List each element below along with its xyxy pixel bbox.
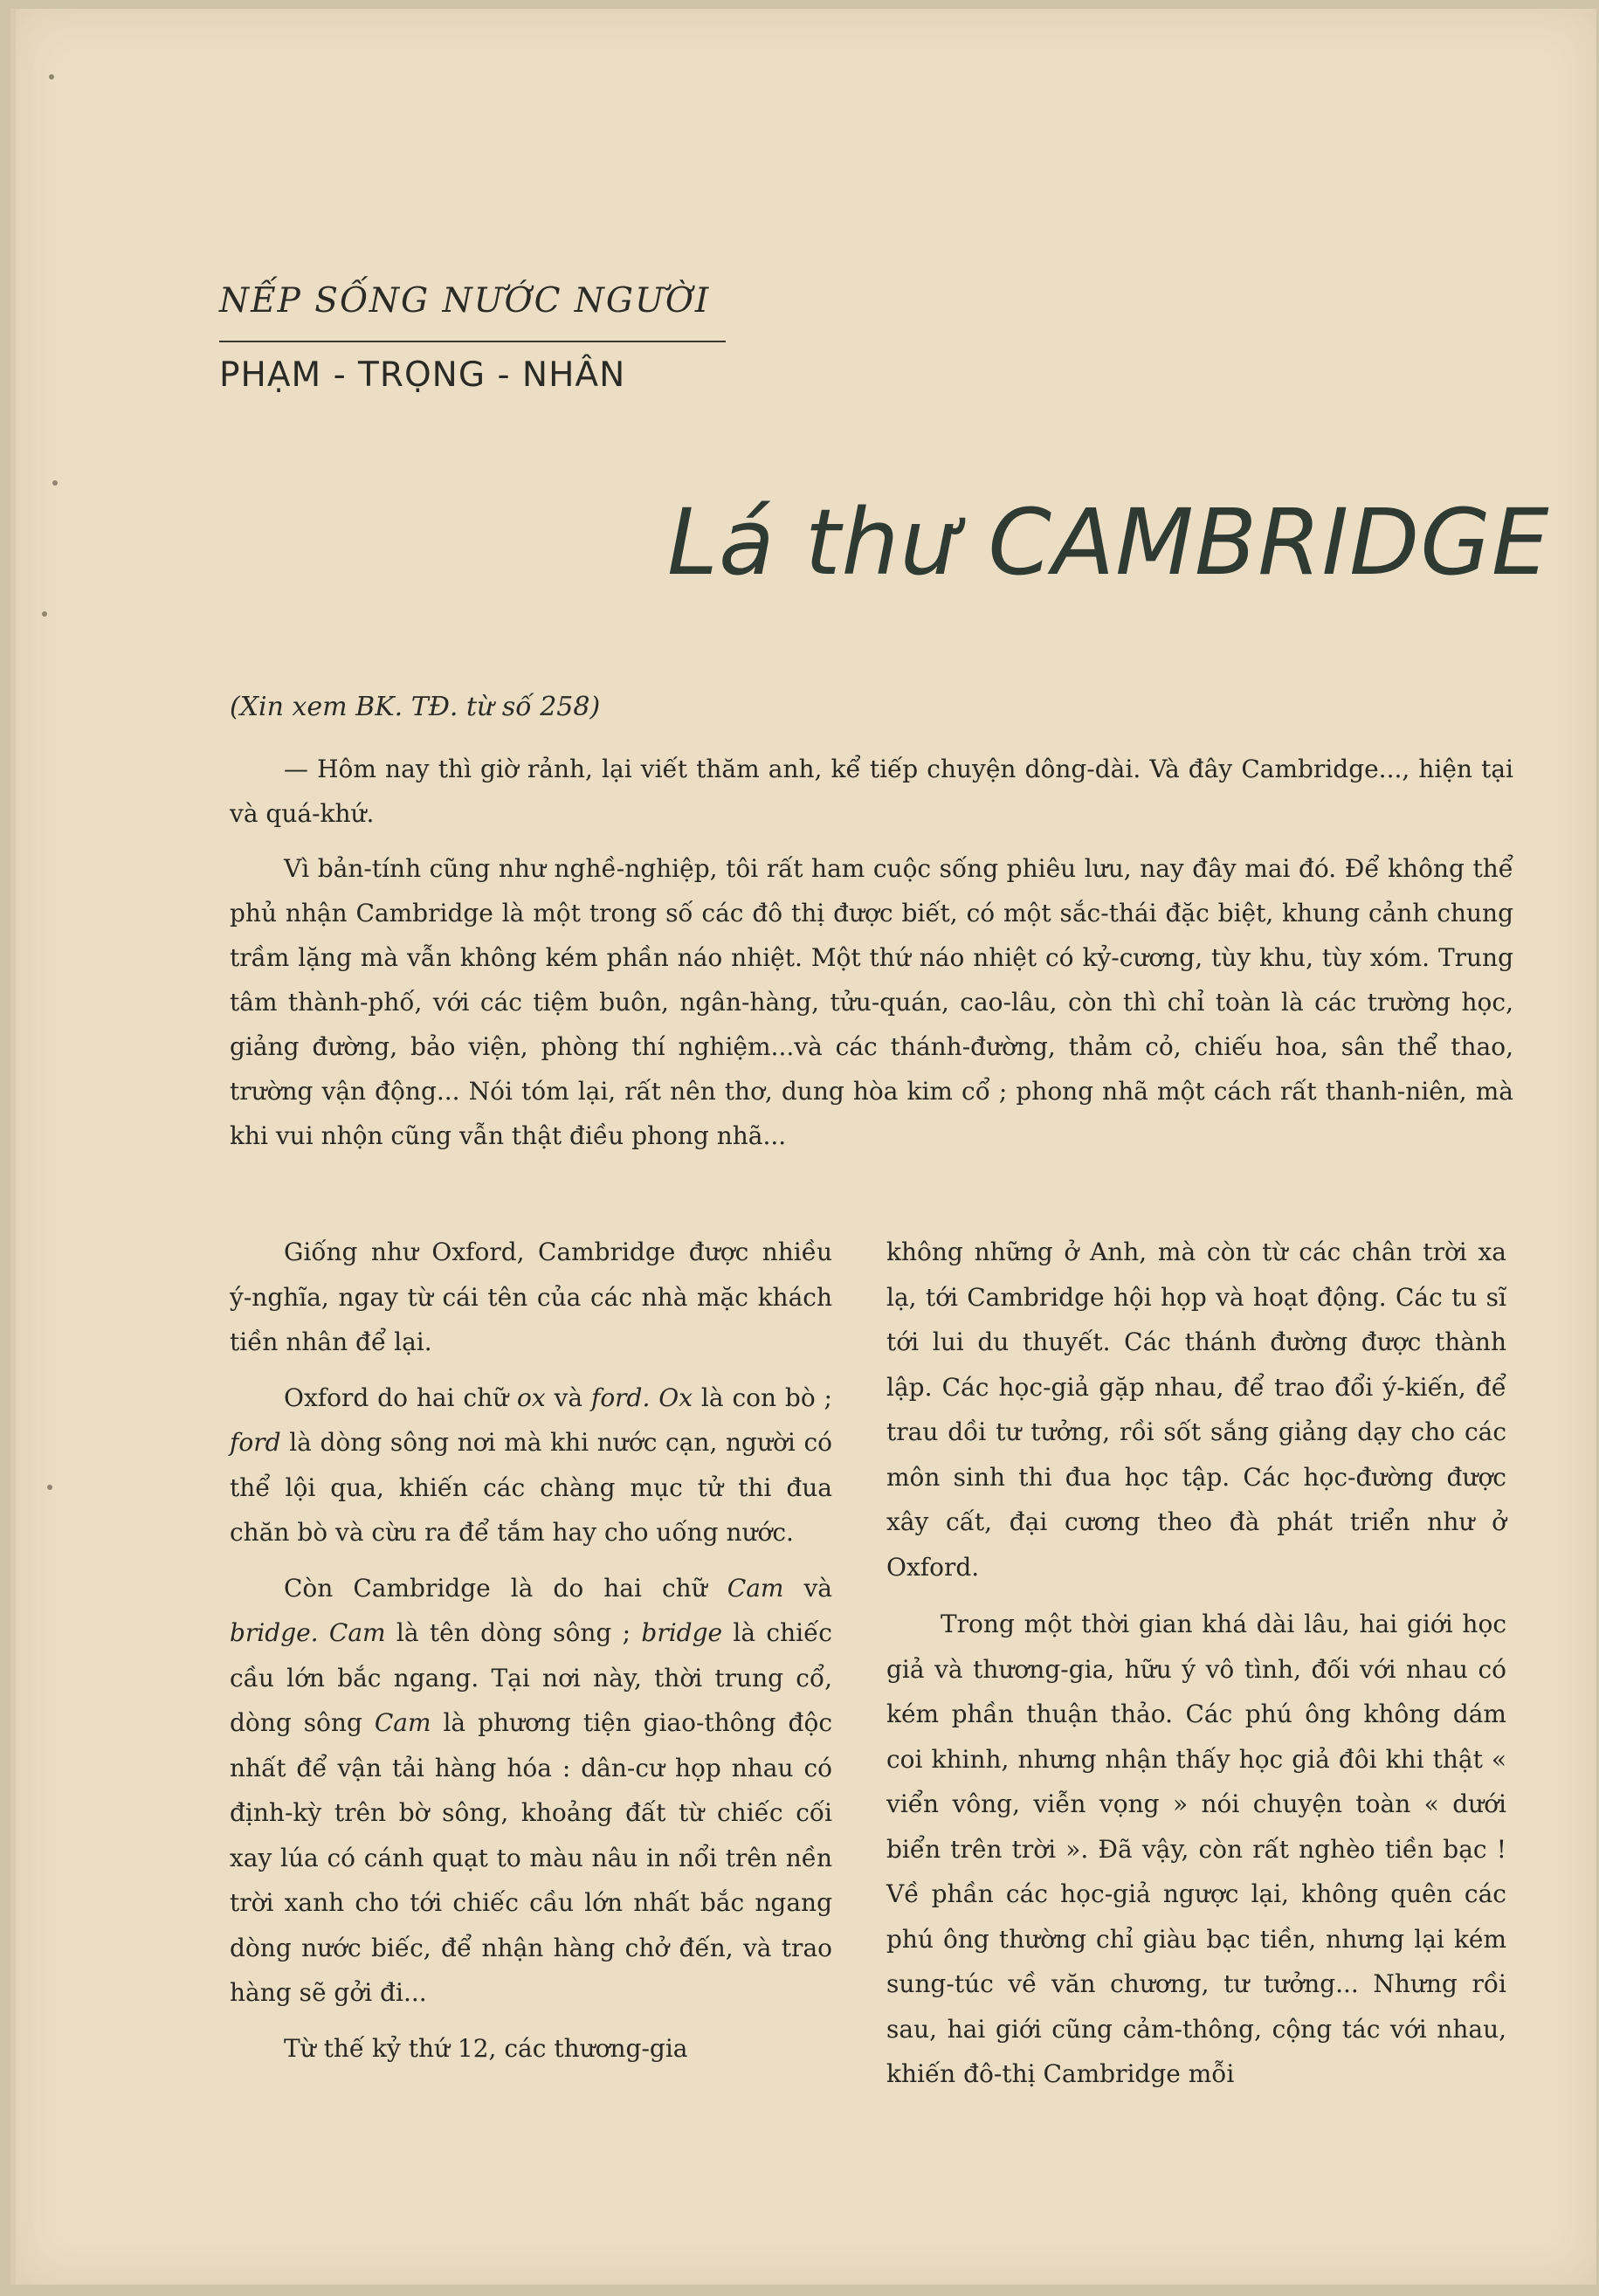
text-run: Oxford do hai chữ <box>284 1382 518 1412</box>
author-byline: PHẠM - TRỌNG - NHÂN <box>219 355 626 395</box>
intro-paragraph: — Hôm nay thì giờ rảnh, lại viết thăm anh, kể tiếp chuyện dông-dài. Và đây Cambridge..., hiện tại và quá-khứ. <box>230 755 1513 828</box>
italic-term: ox <box>517 1382 546 1412</box>
section-kicker: NẾP SỐNG NƯỚC NGƯỜI <box>219 281 711 321</box>
text-run: và <box>783 1573 832 1603</box>
italic-term: Ox <box>658 1382 693 1412</box>
paper-speck <box>52 480 58 486</box>
paragraph: Từ thế kỷ thứ 12, các thương-gia <box>284 2033 688 2063</box>
text-run: là tên dòng sông ; <box>385 1618 642 1647</box>
paragraph: Giống như Oxford, Cambridge được nhiều ý-nghĩa, ngay từ cái tên của các nhà mặc khách tiền nhân để lại. <box>230 1238 832 1356</box>
italic-term: ford. <box>590 1382 651 1412</box>
right-column <box>886 1230 1506 2109</box>
intro-text <box>230 747 1513 1169</box>
italic-term: Cam <box>374 1708 431 1737</box>
paragraph-continued: không những ở Anh, mà còn từ các chân trời xa lạ, tới Cambridge hội họp và hoạt động. Các tu sĩ tới lui du thuyết. Các thánh đường được thành lập. Các học-giả gặp nhau, để trao đổi ý-kiến, để trau dồi tư tưởng, rồi sốt sắng giảng dạy cho các môn sinh thi đua học tập. Các học-đường được xây cất, đại cương theo đà phát triển như ở Oxford. <box>886 1238 1506 1582</box>
italic-term: Cam <box>727 1573 784 1603</box>
left-column <box>230 1230 832 2081</box>
paper-speck <box>49 74 54 79</box>
paragraph <box>230 1566 832 2016</box>
text-run: là con bò ; <box>693 1382 832 1412</box>
page <box>10 9 1596 2285</box>
text-run: là phương tiện giao-thông độc nhất để vận tải hàng hóa : dân-cư họp nhau có định-kỳ trên bờ sông, khoảng đất từ chiếc cối xay lúa có cánh quạt to màu nâu in nổi trên nền trời xanh cho tới chiếc cầu lớn nhất bắc ngang dòng nước biếc, để nhận hàng chở đến, và trao hàng sẽ gởi đi... <box>230 1708 833 2007</box>
text-run: là dòng sông nơi mà khi nước cạn, người có thể lội qua, khiến các chàng mục tử thi đua chăn bò và cừu ra để tắm hay cho uống nước. <box>230 1428 832 1547</box>
series-note: (Xin xem BK. TĐ. từ số 258) <box>230 692 601 722</box>
italic-term: Cam <box>328 1618 386 1647</box>
article-title: Lá thư CAMBRIDGE <box>667 489 1550 596</box>
kicker-divider <box>219 341 726 342</box>
paper-speck <box>47 1485 52 1490</box>
italic-term: bridge <box>641 1618 723 1647</box>
italic-term: bridge. <box>230 1618 319 1647</box>
paper-speck <box>42 611 47 617</box>
text-run <box>319 1618 329 1647</box>
paragraph: Trong một thời gian khá dài lâu, hai giới học giả và thương-gia, hữu ý vô tình, đối với nhau có kém phần thuận thảo. Các phú ông không dám coi khinh, nhưng nhận thấy học giả đôi khi thật « viển vông, viễn vọng » nói chuyện toàn « dưới biển trên trời ». Đã vậy, còn rất nghèo tiền bạc ! Về phần các học-giả ngược lại, không quên các phú ông thường chỉ giàu bạc tiền, nhưng lại kém sung-túc về văn chương, tư tưởng... Nhưng rồi sau, hai giới cũng cảm-thông, cộng tác với nhau, khiến đô-thị Cambridge mỗi <box>886 1610 1506 2088</box>
text-run: là chiếc cầu lớn bắc ngang. Tại nơi này, thời trung cổ, dòng sông <box>230 1618 832 1737</box>
paragraph <box>230 1376 832 1555</box>
italic-term: ford <box>230 1428 281 1457</box>
text-run: Còn Cambridge là do hai chữ <box>284 1573 727 1603</box>
text-run <box>650 1383 658 1412</box>
intro-paragraph: Vì bản-tính cũng như nghề-nghiệp, tôi rất ham cuộc sống phiêu lưu, nay đây mai đó. Để không thể phủ nhận Cambridge là một trong số các đô thị được biết, có một sắc-thái đặc biệt, khung cảnh chung trầm lặng mà vẫn không kém phần náo nhiệt. Một thứ náo nhiệt có kỷ-cương, tùy khu, tùy xóm. Trung tâm thành-phố, với các tiệm buôn, ngân-hàng, tửu-quán, cao-lâu, còn thì chỉ toàn là các trường học, giảng đường, bảo viện, phòng thí nghiệm...và các thánh-đường, thảm cỏ, chiếu hoa, sân thể thao, trường vận động... Nói tóm lại, rất nên thơ, dung hòa kim cổ ; phong nhã một cách rất thanh-niên, mà khi vui nhộn cũng vẫn thật điều phong nhã... <box>230 854 1513 1150</box>
text-run: và <box>545 1382 591 1412</box>
